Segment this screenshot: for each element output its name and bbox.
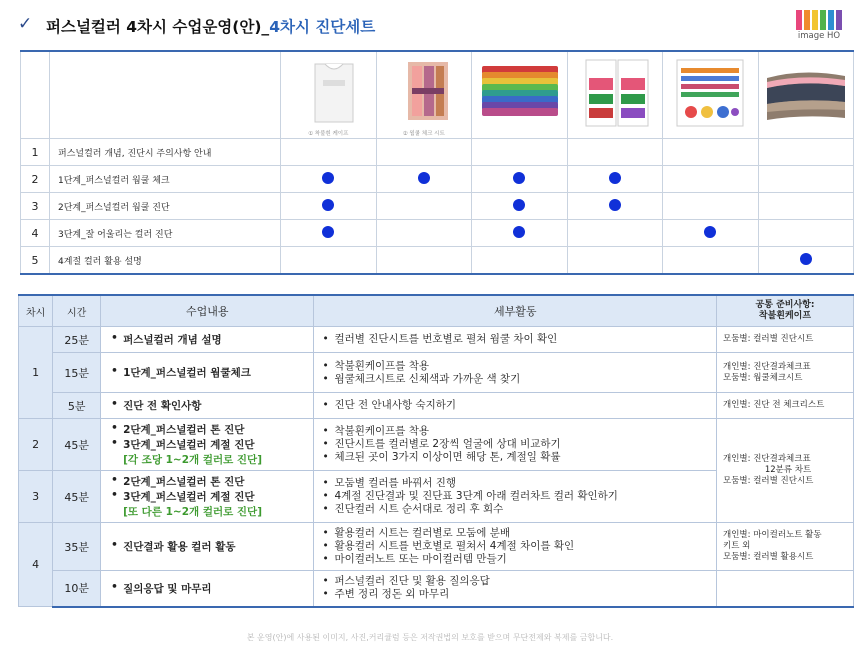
time-cell: 35분 [53, 523, 101, 571]
kit-mark-cell [376, 139, 472, 166]
kit-mark-cell [472, 193, 568, 220]
content-note: [각 조당 1~2개 컬러로 진단] [123, 454, 262, 466]
bullet-item: • 활용컬러 시트는 컬러별로 모둠에 분배 [322, 527, 716, 540]
bullet-item: • 4계절 진단결과 및 진단표 3단계 아래 컬러차트 컬러 확인하기 [322, 490, 716, 503]
kit-row-number: 1 [21, 139, 50, 166]
kit-mark-cell [758, 166, 854, 193]
schedule-row [19, 419, 854, 471]
kit-mark-cell [567, 166, 663, 193]
content-cell [101, 327, 314, 353]
detail-cell [314, 327, 717, 353]
kit-column-6 [758, 51, 854, 139]
page-title [46, 15, 375, 37]
kit-caption: ② 웜쿨 체크 시트 [402, 131, 445, 137]
kit-mark-cell [281, 220, 377, 247]
header-prep [717, 295, 854, 327]
warm-cool-sheet-icon [381, 58, 467, 128]
content-cell [101, 571, 314, 607]
logo-text: image HO [797, 31, 841, 41]
kit-row-label: 3단계_잘 어울리는 컬러 진단 [50, 220, 281, 247]
bullet-item: • 활용컬러 시트를 번호별로 펼쳐서 4계절 차이를 확인 [322, 540, 716, 553]
prep-item: 개인별: 진단결과체크표 [723, 454, 811, 464]
logo-bar [820, 10, 826, 30]
kit-mark-cell [472, 166, 568, 193]
bullet-item: • 마이컬러노트 또는 마이컬러템 만들기 [322, 553, 716, 566]
kit-column-3 [472, 51, 568, 139]
kit-mark-cell [663, 166, 759, 193]
color-palette-sheet-icon [667, 58, 753, 128]
prep-item: 키트 외 [723, 541, 751, 551]
content-title: • 2단계_퍼스널컬러 톤 진단 [111, 474, 313, 489]
session-cell: 2 [19, 419, 53, 471]
header-time: 시간 [53, 295, 101, 327]
kit-row [21, 193, 854, 220]
bullet-item: • 체크된 곳이 3가지 이상이면 해당 톤, 계절일 확률 [322, 451, 716, 464]
kit-mark-cell [567, 247, 663, 275]
prep-item: 모둠별: 컬러별 진단시트 [723, 476, 814, 486]
time-cell: 45분 [53, 471, 101, 523]
prep-item: 12분류 차트 [764, 465, 812, 475]
prep-item: 모둠별: 컬러별 진단시트 [723, 334, 814, 344]
bullet-item: • 진단 전 안내사항 숙지하기 [322, 399, 716, 412]
bullet-item: • 웜쿨체크시트로 신체색과 가까운 색 찾기 [322, 373, 716, 386]
usage-dot-icon [513, 199, 525, 211]
usage-dot-icon [322, 172, 334, 184]
kit-column-4 [567, 51, 663, 139]
kit-row [21, 220, 854, 247]
kit-row-number: 5 [21, 247, 50, 275]
content-title: • 3단계_퍼스널컬러 계절 진단 [111, 489, 313, 504]
kit-mark-cell [663, 139, 759, 166]
usage-dot-icon [704, 226, 716, 238]
detail-cell [314, 523, 717, 571]
kit-row-number: 2 [21, 166, 50, 193]
time-cell: 5분 [53, 393, 101, 419]
prep-item: 개인별: 마이컬러노트 활동 [723, 530, 822, 540]
usage-dot-icon [609, 172, 621, 184]
detail-cell [314, 471, 717, 523]
kit-corner-cell [50, 51, 281, 139]
logo-bar [812, 10, 818, 30]
content-title: • 2단계_퍼스널컬러 톤 진단 [111, 422, 313, 437]
session-cell: 3 [19, 471, 53, 523]
usage-dot-icon [800, 253, 812, 265]
kit-mark-cell [758, 220, 854, 247]
bullet-item: • 모둠별 컬러를 바꿔서 진행 [322, 477, 716, 490]
content-cell [101, 353, 314, 393]
bullet-item: • 컬러별 진단시트를 번호별로 펼쳐 웜쿨 차이 확인 [322, 333, 716, 346]
copyright-footer: 본 운영(안)에 사용된 이미지, 사진,커리큘럼 등은 저작권법의 보호를 받으며 무단전제와 복제를 금합니다. [246, 633, 614, 642]
content-title: • 3단계_퍼스널컬러 계절 진단 [111, 437, 313, 452]
detail-cell [314, 419, 717, 471]
schedule-row [19, 327, 854, 353]
kit-mark-cell [281, 247, 377, 275]
kit-mark-cell [472, 247, 568, 275]
prep-cell [717, 419, 854, 523]
kit-row-label: 퍼스널컬러 개념, 진단시 주의사항 안내 [50, 139, 281, 166]
usage-dot-icon [513, 226, 525, 238]
kit-mark-cell [758, 139, 854, 166]
bullet-item: • 착불흰케이프를 착용 [322, 360, 716, 373]
kit-mark-cell [472, 220, 568, 247]
kit-mark-cell [663, 247, 759, 275]
kit-mark-cell [376, 220, 472, 247]
kit-mark-cell [758, 193, 854, 220]
kit-mark-cell [567, 139, 663, 166]
title-accent: 4차시 진단세트 [269, 18, 376, 36]
bullet-item: • 주변 정리 정돈 외 마무리 [322, 588, 716, 601]
brand-logo [794, 10, 844, 44]
kit-column-1 [281, 51, 377, 139]
schedule-row [19, 523, 854, 571]
header-prep-line1: 공통 준비사항: [755, 300, 815, 310]
logo-bar [836, 10, 842, 30]
kit-mark-cell [472, 139, 568, 166]
prep-item: 개인별: 진단 전 체크리스트 [723, 400, 825, 410]
detail-cell [314, 353, 717, 393]
page-header [18, 12, 848, 42]
schedule-row [19, 393, 854, 419]
prep-cell [717, 393, 854, 419]
check-icon: ✓ [18, 14, 33, 34]
kit-row-number: 3 [21, 193, 50, 220]
kit-caption: ① 착불흰 케이프 [308, 131, 349, 137]
kit-mark-cell [376, 247, 472, 275]
usage-dot-icon [322, 226, 334, 238]
schedule-row [19, 353, 854, 393]
logo-bars [794, 10, 844, 30]
kit-table [20, 50, 854, 275]
title-main: 퍼스널컬러 4차시 수업운영(안)_ [46, 18, 270, 36]
content-title: • 진단결과 활용 컬러 활동 [111, 539, 313, 554]
logo-bar [804, 10, 810, 30]
kit-mark-cell [663, 220, 759, 247]
logo-bar [796, 10, 802, 30]
kit-corner-cell [21, 51, 50, 139]
prep-cell [717, 571, 854, 607]
kit-row [21, 139, 854, 166]
diagnosis-chart-icon [572, 58, 658, 128]
kit-row [21, 247, 854, 275]
kit-mark-cell [663, 193, 759, 220]
prep-item: 모둠별: 웜쿨체크시트 [723, 372, 803, 383]
kit-mark-cell [376, 166, 472, 193]
content-cell [101, 393, 314, 419]
session-cell: 1 [19, 327, 53, 419]
usage-dot-icon [322, 199, 334, 211]
content-cell [101, 419, 314, 471]
header-content: 수업내용 [101, 295, 314, 327]
detail-cell [314, 571, 717, 607]
content-title: • 퍼스널컬러 개념 설명 [111, 332, 313, 347]
time-cell: 15분 [53, 353, 101, 393]
prep-cell [717, 327, 854, 353]
kit-mark-cell [567, 193, 663, 220]
kit-row-label: 2단계_퍼스널컬러 웜쿨 진단 [50, 193, 281, 220]
time-cell: 10분 [53, 571, 101, 607]
content-cell [101, 523, 314, 571]
bullet-item: • 진단시트를 컬러별로 2장씩 얼굴에 상대 비교하기 [322, 438, 716, 451]
bullet-item: • 퍼스널컬러 진단 및 활용 질의응답 [322, 575, 716, 588]
kit-mark-cell [281, 139, 377, 166]
kit-image-row [21, 51, 854, 139]
header-prep-line2: 착불흰케이프 [758, 311, 812, 321]
prep-item: 개인별: 진단결과체크표 [723, 361, 811, 372]
kit-column-2 [376, 51, 472, 139]
kit-mark-cell [758, 247, 854, 275]
kit-mark-cell [376, 193, 472, 220]
usage-dot-icon [609, 199, 621, 211]
detail-cell [314, 393, 717, 419]
kit-row-number: 4 [21, 220, 50, 247]
color-cloth-stack-icon [476, 58, 562, 128]
schedule-row [19, 571, 854, 607]
kit-mark-cell [567, 220, 663, 247]
fabric-swatch-icon [763, 58, 849, 128]
content-cell [101, 471, 314, 523]
header-session: 차시 [19, 295, 53, 327]
usage-dot-icon [513, 172, 525, 184]
header-detail: 세부활동 [314, 295, 717, 327]
prep-item: 모둠별: 컬러별 활용시트 [723, 552, 814, 562]
kit-row [21, 166, 854, 193]
kit-mark-cell [281, 166, 377, 193]
bullet-item: • 진단컬러 시트 순서대로 정리 후 회수 [322, 503, 716, 516]
session-cell: 4 [19, 523, 53, 607]
bullet-item: • 착불흰케이프를 착용 [322, 425, 716, 438]
prep-cell [717, 353, 854, 393]
kit-column-5 [663, 51, 759, 139]
prep-cell [717, 523, 854, 571]
schedule-table [18, 294, 854, 608]
kit-row-label: 1단계_퍼스널컬러 웜쿨 체크 [50, 166, 281, 193]
content-title: • 1단계_퍼스널컬러 웜쿨체크 [111, 365, 313, 380]
kit-mark-cell [281, 193, 377, 220]
content-note: [또 다른 1~2개 컬러로 진단] [123, 506, 262, 518]
kit-row-label: 4계절 컬러 활용 설명 [50, 247, 281, 275]
logo-bar [828, 10, 834, 30]
usage-dot-icon [418, 172, 430, 184]
time-cell: 45분 [53, 419, 101, 471]
time-cell: 25분 [53, 327, 101, 353]
content-title: • 진단 전 확인사항 [111, 398, 313, 413]
white-cape-icon [285, 58, 371, 128]
content-title: • 질의응답 및 마무리 [111, 581, 313, 596]
